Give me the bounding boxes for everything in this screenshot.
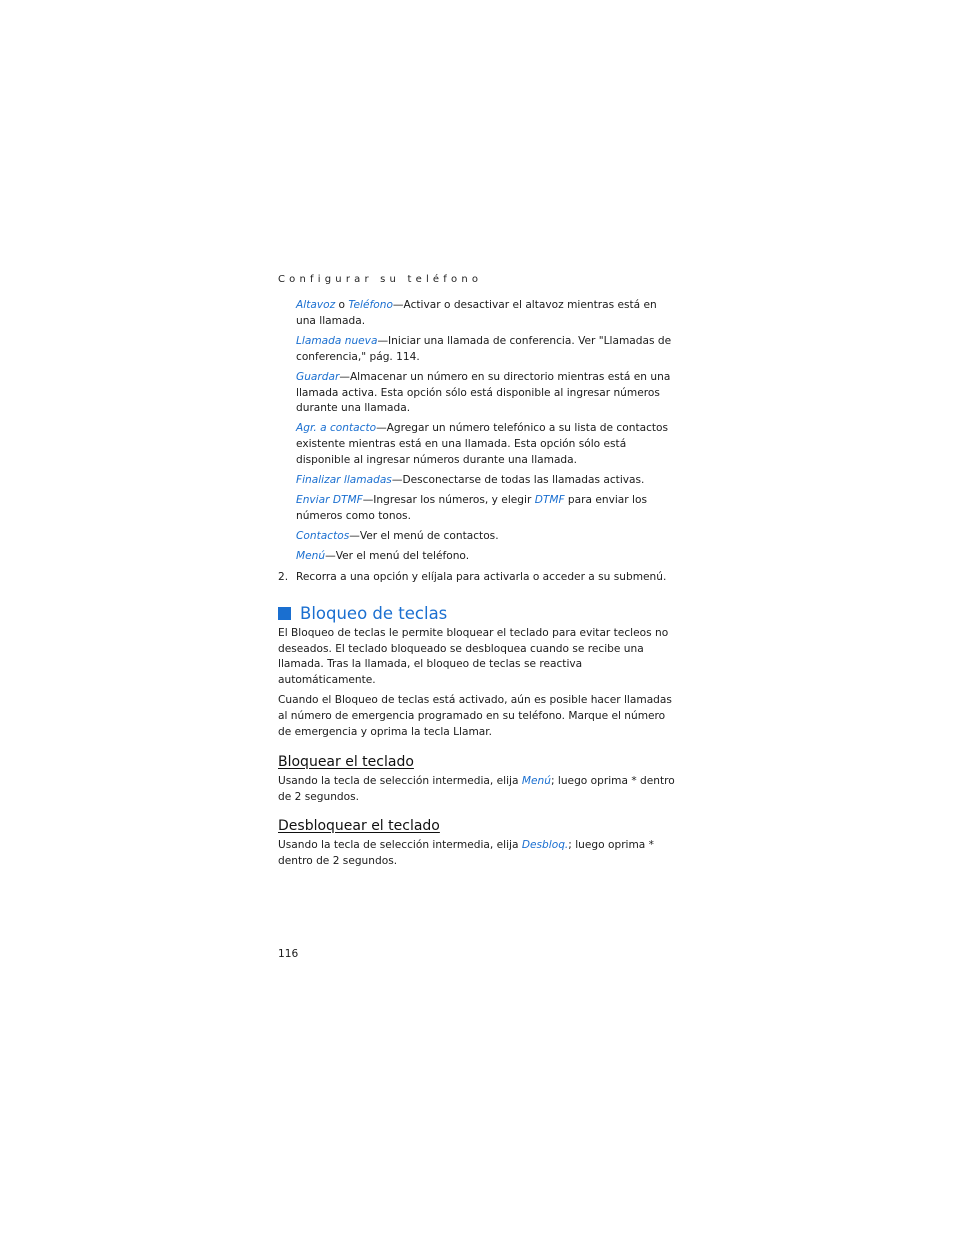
term-enviar-dtmf: Enviar DTMF — [296, 494, 363, 507]
option-guardar — [296, 370, 678, 417]
section-paragraph-2: Cuando el Bloqueo de teclas está activado, aún es posible hacer llamadas al número de emergencia programado en su teléfono. Marque el número de emergencia y oprima la tecla Llamar. — [278, 694, 672, 738]
term-contactos: Contactos — [296, 530, 350, 543]
page-number: 116 — [278, 948, 299, 960]
option-connector: o — [335, 299, 349, 311]
option-altavoz — [296, 298, 678, 330]
term-desbloq: Desbloq. — [521, 839, 569, 852]
step-text: Recorra a una opción y elíjala para activarla o acceder a su submenú. — [296, 571, 667, 584]
step-2 — [278, 570, 678, 586]
option-description-end: para enviar los números como tonos. — [296, 494, 647, 523]
lock-text-after: ; luego oprima * dentro de 2 segundos. — [278, 774, 675, 803]
option-llamada-nueva — [296, 334, 678, 366]
term-altavoz: Altavoz — [296, 299, 336, 311]
option-contactos — [296, 529, 678, 545]
option-description: —Activar o desactivar el altavoz mientras está en una llamada. — [296, 299, 657, 327]
option-description: —Ver el menú del teléfono. — [325, 550, 470, 563]
term-guardar: Guardar — [296, 370, 340, 383]
subsection-title-unlock: Desbloquear el teclado — [278, 818, 440, 835]
page-content — [278, 298, 678, 874]
term-finalizar-llamadas: Finalizar llamadas — [296, 474, 392, 487]
step-number: 2. — [278, 571, 289, 584]
option-menu — [296, 549, 678, 565]
running-header: Configurar su teléfono — [278, 274, 483, 285]
square-bullet-icon — [278, 607, 291, 620]
option-finalizar-llamadas — [296, 473, 678, 489]
subsection-title-lock: Bloquear el teclado — [278, 753, 414, 770]
section-paragraph-1: El Bloqueo de teclas le permite bloquear el teclado para evitar tecleos no deseados. El teclado bloqueado se desbloquea cuando se recibe una llamada. Tras la llamada, el bloqueo de teclas se reactiva automáticamente. — [278, 626, 669, 687]
option-agr-a-contacto — [296, 421, 678, 468]
option-description: —Desconectarse de todas las llamadas activas. — [391, 474, 645, 487]
term-menu-lock: Menú — [521, 774, 551, 787]
term-agr-a-contacto: Agr. a contacto — [296, 422, 377, 435]
option-description: —Ingresar los números, y elegir — [362, 494, 535, 507]
lock-text-before: Usando la tecla de selección intermedia, elija — [278, 774, 522, 787]
term-dtmf: DTMF — [534, 494, 565, 507]
option-description: —Ver el menú de contactos. — [349, 530, 499, 543]
option-description: —Agregar un número telefónico a su lista de contactos existente mientras está en una llamada. Esta opción sólo está disponible al ingresar números durante una llamada. — [296, 422, 669, 467]
unlock-instructions — [278, 838, 678, 870]
term-telefono: Teléfono — [348, 299, 393, 311]
option-description: —Almacenar un número en su directorio mientras está en una llamada activa. Esta opción sólo está disponible al ingresar números durante una llamada. — [296, 370, 671, 415]
term-llamada-nueva: Llamada nueva — [296, 334, 378, 347]
lock-instructions — [278, 774, 678, 806]
section-heading — [278, 604, 678, 624]
unlock-text-before: Usando la tecla de selección intermedia, elija — [278, 839, 522, 852]
term-menu: Menú — [296, 550, 326, 563]
unlock-text-after: ; luego oprima * dentro de 2 segundos. — [278, 839, 654, 868]
option-enviar-dtmf — [296, 493, 678, 525]
option-description: —Iniciar una llamada de conferencia. Ver "Llamadas de conferencia," pág. 114. — [296, 334, 672, 363]
section-title: Bloqueo de teclas — [300, 603, 448, 623]
